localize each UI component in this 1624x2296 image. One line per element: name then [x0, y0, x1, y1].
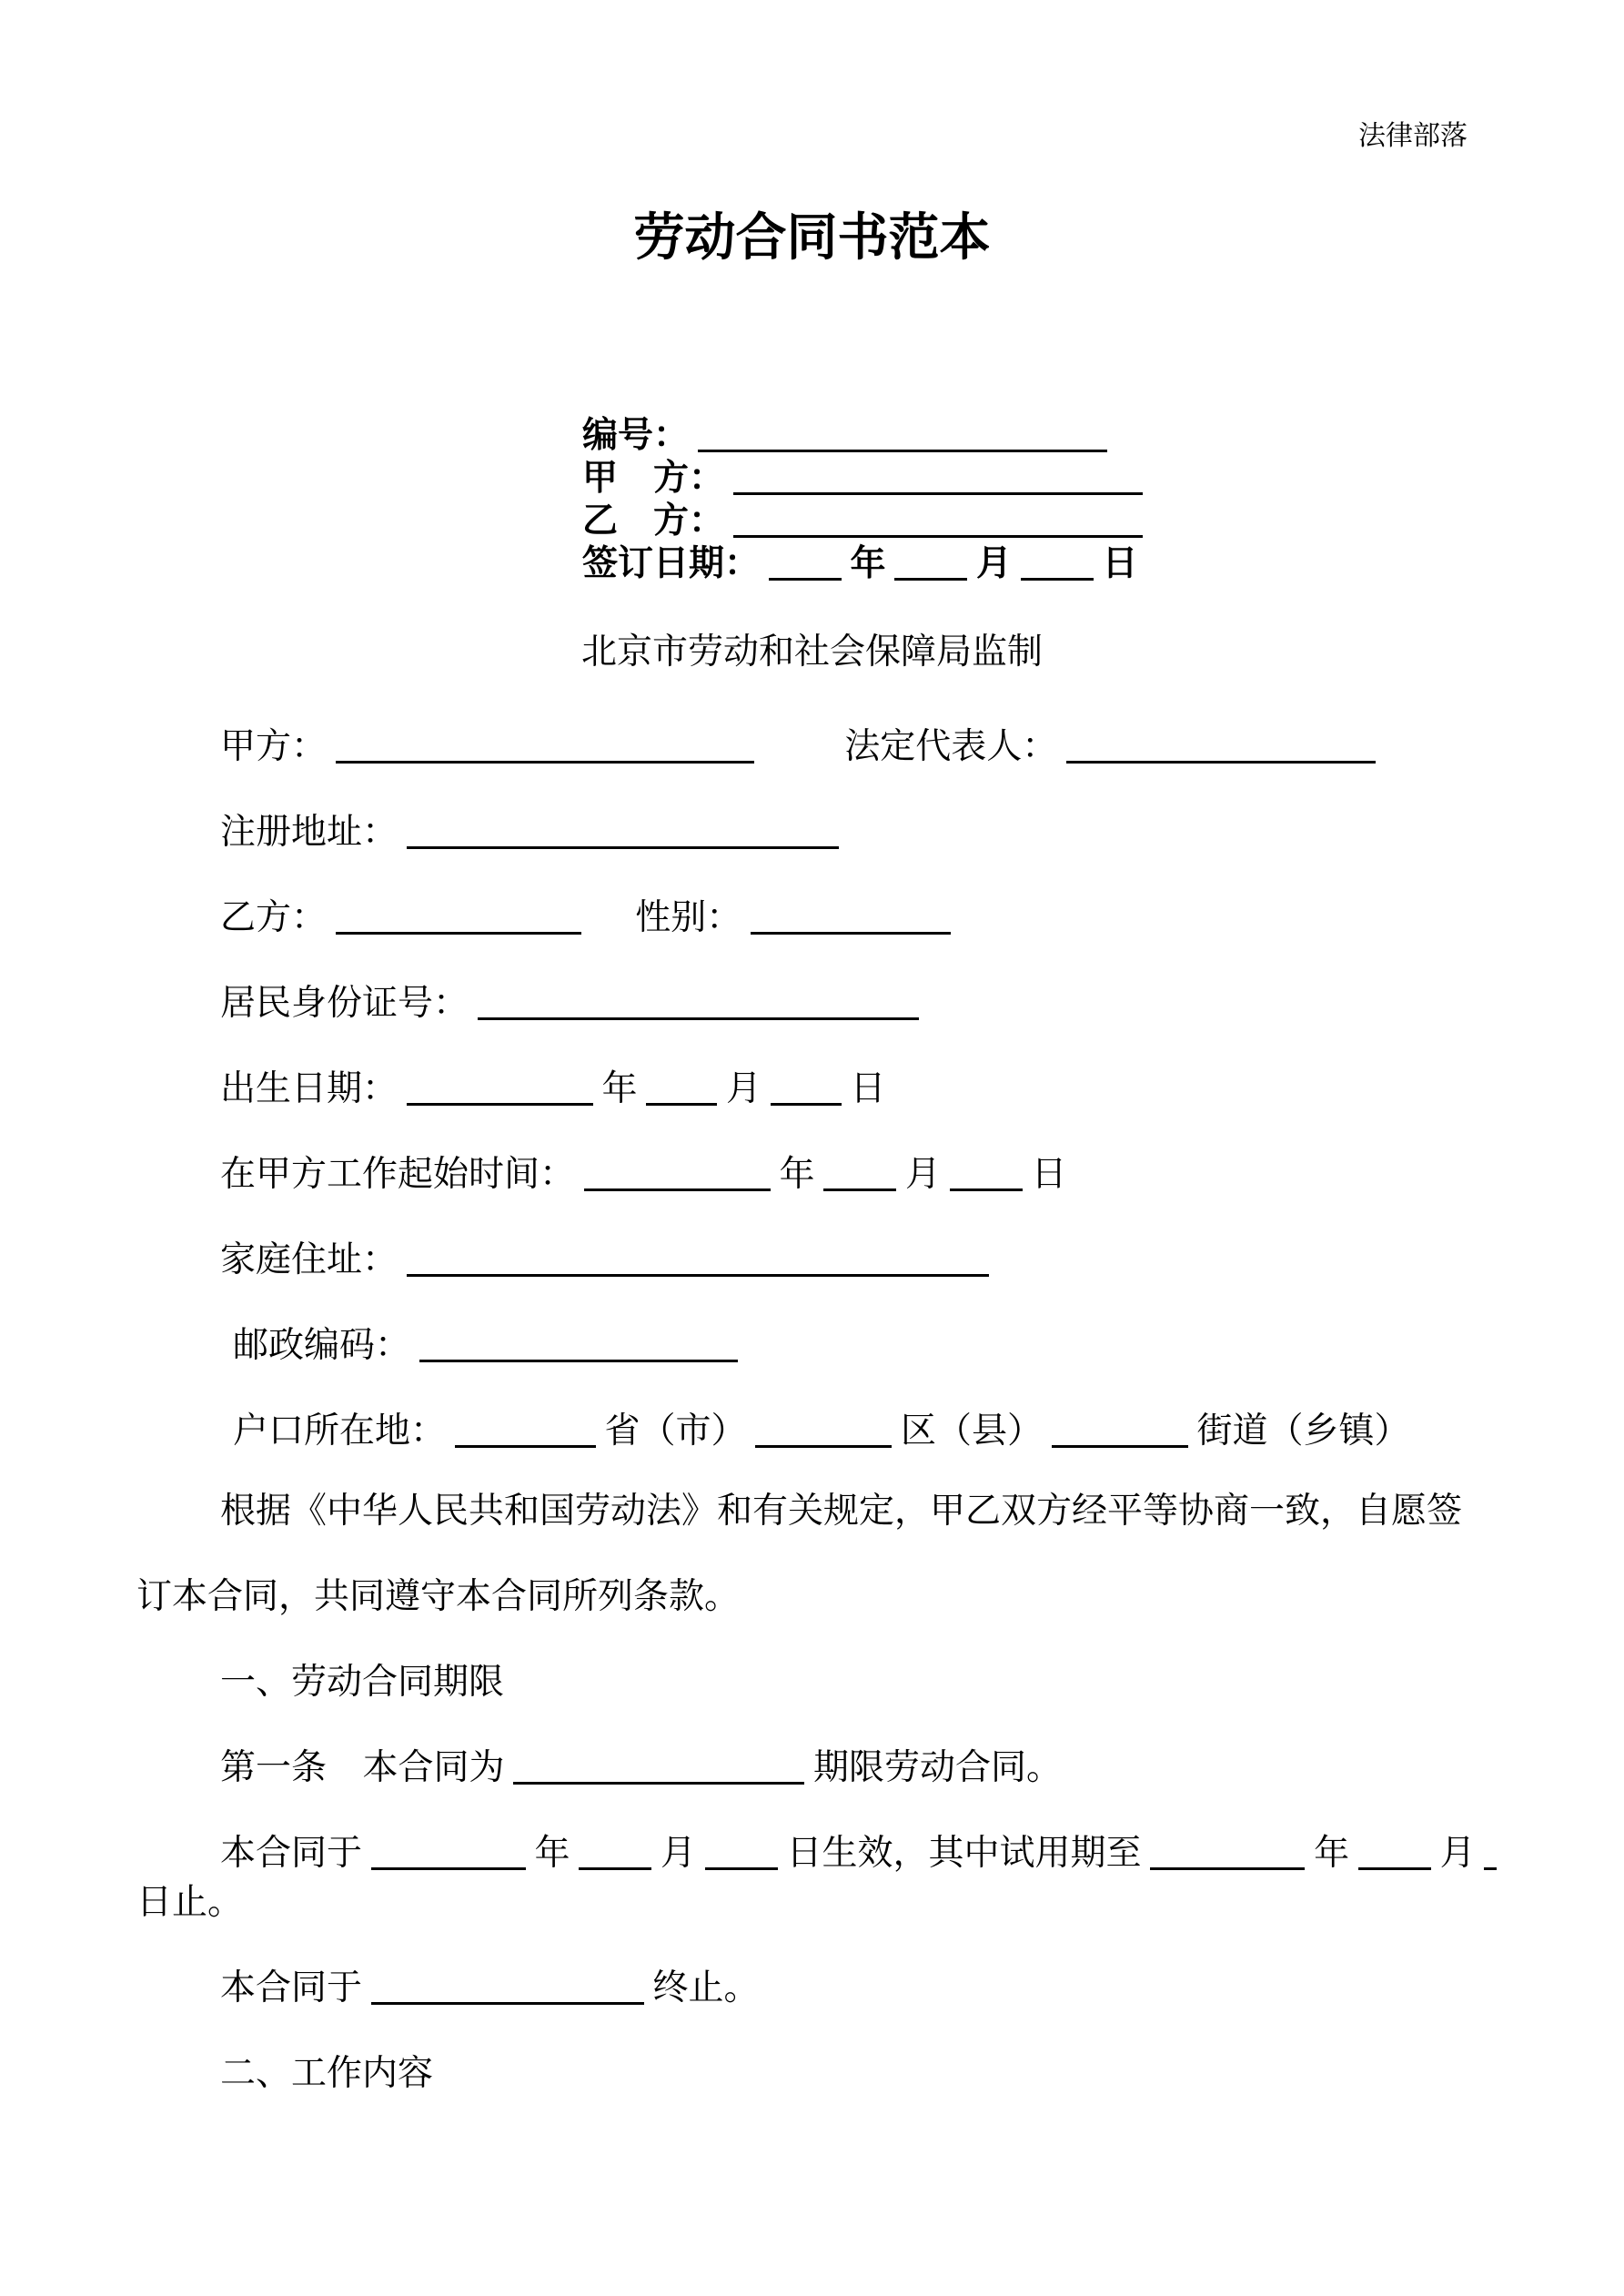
party-a-row	[220, 723, 1488, 772]
effective-day-blank[interactable]	[705, 1829, 778, 1870]
birth-month-blank[interactable]	[646, 1065, 717, 1106]
birth-month-unit: 月	[726, 1069, 762, 1108]
article-1-suffix: 期限劳动合同。	[813, 1748, 1063, 1787]
work-start-row	[220, 1150, 1488, 1199]
birth-day-blank[interactable]	[771, 1065, 842, 1106]
section-2-heading: 二、工作内容	[220, 2054, 434, 2093]
work-start-day-unit: 日	[1031, 1155, 1067, 1194]
party-a-blank-line[interactable]	[336, 723, 754, 764]
effective-month-blank[interactable]	[579, 1829, 651, 1870]
birth-day-unit: 日	[850, 1069, 886, 1108]
issuer-line: 北京市劳动和社会保障局监制	[580, 632, 1043, 672]
reg-address-row	[220, 808, 1488, 857]
sign-date-day-blank[interactable]	[1021, 540, 1094, 581]
hukou-street-blank[interactable]	[1052, 1407, 1188, 1448]
work-start-day-blank[interactable]	[950, 1150, 1023, 1191]
hukou-row	[233, 1407, 1488, 1456]
hukou-street-unit: 街道（乡镇）	[1196, 1411, 1410, 1451]
sign-date-month-unit: 月	[976, 544, 1013, 583]
header-party-a-label: 甲 方：	[582, 459, 725, 498]
contract-no-row	[582, 411, 1488, 454]
postal-code-blank-line[interactable]	[419, 1321, 738, 1362]
effective-month-unit: 月	[661, 1834, 697, 1873]
party-b-row	[220, 894, 1488, 943]
probation-year-blank[interactable]	[1150, 1829, 1305, 1870]
home-address-label: 家庭住址：	[220, 1240, 398, 1279]
hukou-district-blank[interactable]	[755, 1407, 892, 1448]
header-party-b-blank-line[interactable]	[733, 497, 1143, 538]
reg-address-label: 注册地址：	[220, 813, 398, 852]
article-1-number: 第一条	[220, 1748, 328, 1787]
sign-date-row	[582, 540, 1488, 582]
effective-prefix: 本合同于	[220, 1834, 363, 1873]
contract-no-label: 编号：	[582, 416, 690, 455]
header-party-a-row	[582, 454, 1488, 497]
work-start-month-blank[interactable]	[823, 1150, 896, 1191]
hukou-label: 户口所在地：	[233, 1411, 447, 1451]
terminate-suffix: 终止。	[652, 1968, 760, 2008]
header-fill-block	[582, 411, 1488, 582]
birth-year-blank[interactable]	[407, 1065, 593, 1106]
corner-watermark: 法律部落	[1358, 121, 1468, 151]
party-b-label: 乙方：	[220, 898, 328, 937]
gender-label: 性别：	[635, 898, 742, 937]
id-number-row	[220, 979, 1488, 1028]
effective-year-unit: 年	[534, 1834, 570, 1873]
hukou-district-unit: 区（县）	[901, 1411, 1044, 1451]
preamble-paragraph: 根据《中华人民共和国劳动法》和有关规定，甲乙双方经平等协商一致，自愿签订本合同，共同遵守本合同所列条款。	[136, 1492, 1463, 1616]
header-party-b-label: 乙 方：	[582, 501, 725, 541]
hukou-province-unit: 省（市）	[604, 1411, 747, 1451]
sign-date-year-blank[interactable]	[769, 540, 842, 581]
party-a-label: 甲方：	[220, 727, 328, 766]
probation-year-unit: 年	[1314, 1834, 1350, 1873]
work-start-year-blank[interactable]	[584, 1150, 771, 1191]
effective-year-blank[interactable]	[371, 1829, 526, 1870]
sign-date-year-unit: 年	[850, 544, 886, 583]
effective-mid-text: 日生效，其中试用期至	[786, 1834, 1142, 1873]
terminate-date-blank[interactable]	[371, 1964, 644, 2005]
work-start-year-unit: 年	[779, 1155, 815, 1194]
party-b-blank-line[interactable]	[336, 894, 581, 935]
birth-date-label: 出生日期：	[220, 1069, 398, 1108]
legal-rep-blank-line[interactable]	[1066, 723, 1376, 764]
postal-code-row	[233, 1321, 1488, 1371]
article-1-prefix: 本合同为	[362, 1748, 505, 1787]
birth-year-unit: 年	[601, 1069, 638, 1108]
header-party-a-blank-line[interactable]	[733, 454, 1143, 495]
hukou-province-blank[interactable]	[455, 1407, 596, 1448]
probation-month-unit: 月	[1439, 1834, 1476, 1873]
birth-date-row	[220, 1065, 1488, 1114]
gender-blank-line[interactable]	[751, 894, 951, 935]
section-1-heading: 一、劳动合同期限	[220, 1663, 505, 1702]
terminate-row	[220, 1964, 1488, 2013]
legal-rep-label: 法定代表人：	[844, 727, 1058, 766]
terminate-prefix: 本合同于	[220, 1968, 363, 2008]
effective-date-wrap-line: 日止。	[136, 1883, 244, 1922]
sign-date-label: 签订日期：	[582, 544, 761, 583]
reg-address-blank-line[interactable]	[407, 808, 839, 849]
effective-date-row	[220, 1829, 1488, 1878]
postal-code-label: 邮政编码：	[233, 1326, 411, 1365]
article-1-row	[220, 1744, 1488, 1793]
sign-date-month-blank[interactable]	[894, 540, 967, 581]
id-number-blank-line[interactable]	[478, 979, 919, 1020]
work-start-month-unit: 月	[905, 1155, 942, 1194]
contract-term-blank[interactable]	[513, 1744, 804, 1785]
probation-day-blank-fragment[interactable]	[1484, 1829, 1497, 1870]
header-party-b-row	[582, 497, 1488, 540]
home-address-row	[220, 1236, 1488, 1285]
home-address-blank-line[interactable]	[407, 1236, 989, 1277]
id-number-label: 居民身份证号：	[220, 984, 469, 1023]
work-start-label: 在甲方工作起始时间：	[220, 1155, 576, 1194]
contract-no-blank-line[interactable]	[698, 411, 1107, 452]
probation-month-blank[interactable]	[1358, 1829, 1431, 1870]
sign-date-day-unit: 日	[1102, 544, 1138, 583]
document-title: 劳动合同书范本	[633, 210, 991, 267]
